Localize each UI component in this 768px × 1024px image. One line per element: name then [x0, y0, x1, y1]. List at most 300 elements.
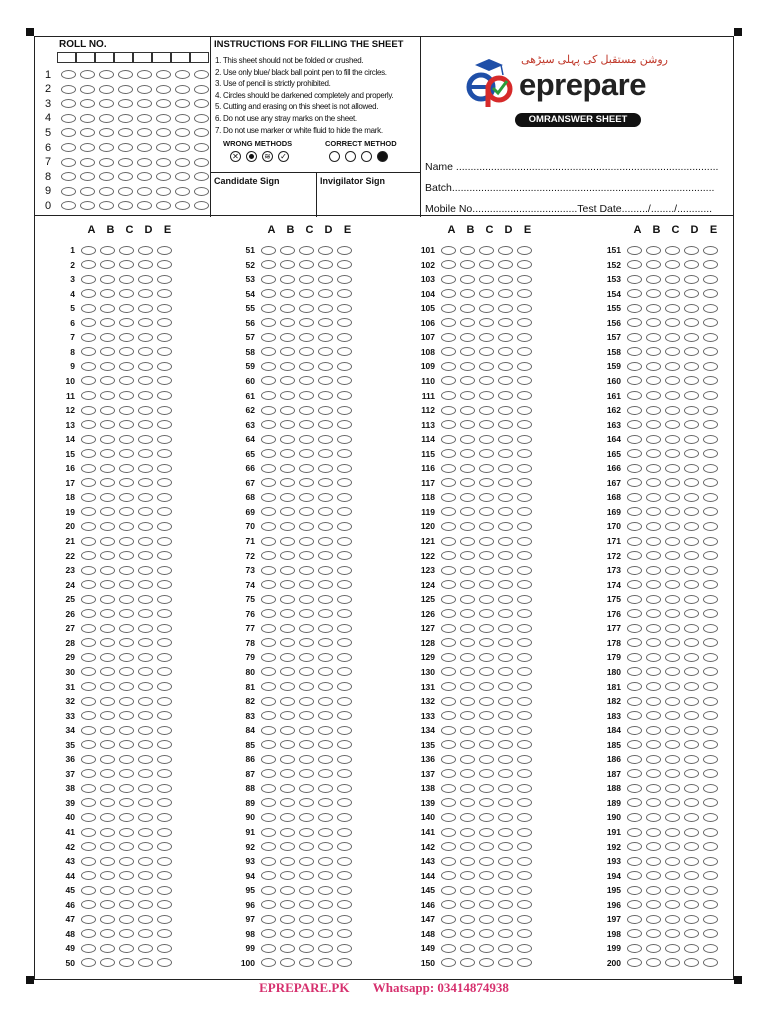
answer-bubble[interactable]: [627, 798, 642, 807]
answer-bubble[interactable]: [81, 304, 96, 313]
answer-bubble[interactable]: [498, 595, 513, 604]
answer-bubble[interactable]: [517, 478, 532, 487]
answer-bubble[interactable]: [517, 333, 532, 342]
answer-bubble[interactable]: [119, 537, 134, 546]
answer-bubble[interactable]: [119, 624, 134, 633]
answer-bubble[interactable]: [337, 478, 352, 487]
answer-bubble[interactable]: [280, 304, 295, 313]
answer-bubble[interactable]: [280, 958, 295, 967]
answer-bubble[interactable]: [119, 318, 134, 327]
answer-bubble[interactable]: [100, 537, 115, 546]
answer-bubble[interactable]: [81, 784, 96, 793]
answer-bubble[interactable]: [646, 609, 661, 618]
answer-bubble[interactable]: [627, 260, 642, 269]
answer-bubble[interactable]: [280, 726, 295, 735]
answer-bubble[interactable]: [261, 653, 276, 662]
answer-bubble[interactable]: [703, 711, 718, 720]
answer-bubble[interactable]: [703, 784, 718, 793]
answer-bubble[interactable]: [441, 726, 456, 735]
answer-bubble[interactable]: [299, 886, 314, 895]
answer-bubble[interactable]: [498, 711, 513, 720]
answer-bubble[interactable]: [100, 871, 115, 880]
answer-bubble[interactable]: [646, 900, 661, 909]
roll-bubble[interactable]: [99, 158, 114, 167]
answer-bubble[interactable]: [498, 478, 513, 487]
answer-bubble[interactable]: [119, 609, 134, 618]
answer-bubble[interactable]: [119, 638, 134, 647]
answer-bubble[interactable]: [157, 740, 172, 749]
answer-bubble[interactable]: [100, 275, 115, 284]
roll-bubble[interactable]: [137, 158, 152, 167]
answer-bubble[interactable]: [119, 798, 134, 807]
answer-bubble[interactable]: [280, 784, 295, 793]
answer-bubble[interactable]: [157, 711, 172, 720]
answer-bubble[interactable]: [441, 886, 456, 895]
answer-bubble[interactable]: [138, 246, 153, 255]
answer-bubble[interactable]: [479, 595, 494, 604]
answer-bubble[interactable]: [318, 275, 333, 284]
answer-bubble[interactable]: [460, 609, 475, 618]
answer-bubble[interactable]: [684, 857, 699, 866]
answer-bubble[interactable]: [627, 464, 642, 473]
answer-bubble[interactable]: [665, 537, 680, 546]
answer-bubble[interactable]: [479, 609, 494, 618]
answer-bubble[interactable]: [81, 347, 96, 356]
answer-bubble[interactable]: [280, 376, 295, 385]
answer-bubble[interactable]: [517, 580, 532, 589]
answer-bubble[interactable]: [479, 507, 494, 516]
answer-bubble[interactable]: [138, 944, 153, 953]
answer-bubble[interactable]: [337, 275, 352, 284]
answer-bubble[interactable]: [517, 376, 532, 385]
answer-bubble[interactable]: [299, 406, 314, 415]
answer-bubble[interactable]: [261, 813, 276, 822]
answer-bubble[interactable]: [280, 871, 295, 880]
answer-bubble[interactable]: [280, 537, 295, 546]
answer-bubble[interactable]: [100, 609, 115, 618]
answer-bubble[interactable]: [627, 580, 642, 589]
answer-bubble[interactable]: [81, 464, 96, 473]
answer-bubble[interactable]: [261, 871, 276, 880]
answer-bubble[interactable]: [157, 376, 172, 385]
answer-bubble[interactable]: [665, 871, 680, 880]
answer-bubble[interactable]: [261, 304, 276, 313]
answer-bubble[interactable]: [646, 333, 661, 342]
answer-bubble[interactable]: [479, 828, 494, 837]
roll-digit-box[interactable]: [190, 52, 209, 63]
answer-bubble[interactable]: [100, 493, 115, 502]
answer-bubble[interactable]: [157, 813, 172, 822]
answer-bubble[interactable]: [703, 376, 718, 385]
answer-bubble[interactable]: [100, 580, 115, 589]
answer-bubble[interactable]: [517, 958, 532, 967]
roll-bubble[interactable]: [156, 85, 171, 94]
answer-bubble[interactable]: [81, 537, 96, 546]
answer-bubble[interactable]: [100, 478, 115, 487]
answer-bubble[interactable]: [299, 275, 314, 284]
answer-bubble[interactable]: [684, 798, 699, 807]
answer-bubble[interactable]: [684, 435, 699, 444]
answer-bubble[interactable]: [318, 624, 333, 633]
answer-bubble[interactable]: [460, 318, 475, 327]
answer-bubble[interactable]: [517, 391, 532, 400]
answer-bubble[interactable]: [318, 537, 333, 546]
answer-bubble[interactable]: [646, 406, 661, 415]
answer-bubble[interactable]: [337, 304, 352, 313]
answer-bubble[interactable]: [299, 958, 314, 967]
answer-bubble[interactable]: [460, 871, 475, 880]
answer-bubble[interactable]: [157, 260, 172, 269]
answer-bubble[interactable]: [627, 376, 642, 385]
answer-bubble[interactable]: [479, 682, 494, 691]
answer-bubble[interactable]: [498, 900, 513, 909]
answer-bubble[interactable]: [684, 289, 699, 298]
answer-bubble[interactable]: [460, 275, 475, 284]
answer-bubble[interactable]: [517, 813, 532, 822]
answer-bubble[interactable]: [703, 580, 718, 589]
answer-bubble[interactable]: [460, 944, 475, 953]
answer-bubble[interactable]: [261, 886, 276, 895]
answer-bubble[interactable]: [299, 362, 314, 371]
answer-bubble[interactable]: [627, 435, 642, 444]
answer-bubble[interactable]: [460, 828, 475, 837]
answer-bubble[interactable]: [498, 857, 513, 866]
answer-bubble[interactable]: [81, 886, 96, 895]
answer-bubble[interactable]: [460, 653, 475, 662]
answer-bubble[interactable]: [441, 464, 456, 473]
answer-bubble[interactable]: [684, 507, 699, 516]
answer-bubble[interactable]: [119, 333, 134, 342]
answer-bubble[interactable]: [337, 580, 352, 589]
answer-bubble[interactable]: [517, 537, 532, 546]
answer-bubble[interactable]: [460, 929, 475, 938]
answer-bubble[interactable]: [517, 522, 532, 531]
answer-bubble[interactable]: [479, 944, 494, 953]
answer-bubble[interactable]: [318, 551, 333, 560]
answer-bubble[interactable]: [627, 653, 642, 662]
answer-bubble[interactable]: [684, 376, 699, 385]
answer-bubble[interactable]: [703, 653, 718, 662]
answer-bubble[interactable]: [441, 900, 456, 909]
roll-bubble[interactable]: [156, 114, 171, 123]
answer-bubble[interactable]: [261, 420, 276, 429]
answer-bubble[interactable]: [299, 842, 314, 851]
answer-bubble[interactable]: [460, 624, 475, 633]
answer-bubble[interactable]: [441, 260, 456, 269]
answer-bubble[interactable]: [646, 813, 661, 822]
roll-bubble[interactable]: [99, 172, 114, 181]
answer-bubble[interactable]: [665, 362, 680, 371]
roll-bubble[interactable]: [99, 187, 114, 196]
answer-bubble[interactable]: [119, 260, 134, 269]
answer-bubble[interactable]: [441, 857, 456, 866]
answer-bubble[interactable]: [646, 493, 661, 502]
roll-digit-box[interactable]: [171, 52, 190, 63]
answer-bubble[interactable]: [337, 915, 352, 924]
answer-bubble[interactable]: [138, 784, 153, 793]
answer-bubble[interactable]: [684, 871, 699, 880]
answer-bubble[interactable]: [627, 609, 642, 618]
answer-bubble[interactable]: [665, 304, 680, 313]
answer-bubble[interactable]: [81, 711, 96, 720]
answer-bubble[interactable]: [479, 391, 494, 400]
answer-bubble[interactable]: [318, 769, 333, 778]
answer-bubble[interactable]: [280, 886, 295, 895]
answer-bubble[interactable]: [498, 275, 513, 284]
answer-bubble[interactable]: [479, 493, 494, 502]
answer-bubble[interactable]: [684, 624, 699, 633]
answer-bubble[interactable]: [627, 755, 642, 764]
answer-bubble[interactable]: [119, 871, 134, 880]
roll-bubble[interactable]: [156, 70, 171, 79]
answer-bubble[interactable]: [337, 260, 352, 269]
answer-bubble[interactable]: [337, 740, 352, 749]
roll-bubble[interactable]: [61, 128, 76, 137]
roll-bubble[interactable]: [194, 158, 209, 167]
answer-bubble[interactable]: [280, 391, 295, 400]
roll-bubble[interactable]: [137, 99, 152, 108]
answer-bubble[interactable]: [318, 566, 333, 575]
answer-bubble[interactable]: [81, 406, 96, 415]
roll-digit-box[interactable]: [76, 52, 95, 63]
answer-bubble[interactable]: [441, 813, 456, 822]
answer-bubble[interactable]: [646, 478, 661, 487]
answer-bubble[interactable]: [261, 857, 276, 866]
answer-bubble[interactable]: [479, 551, 494, 560]
answer-bubble[interactable]: [81, 900, 96, 909]
answer-bubble[interactable]: [646, 289, 661, 298]
answer-bubble[interactable]: [119, 595, 134, 604]
answer-bubble[interactable]: [138, 507, 153, 516]
answer-bubble[interactable]: [318, 333, 333, 342]
answer-bubble[interactable]: [684, 784, 699, 793]
answer-bubble[interactable]: [665, 755, 680, 764]
answer-bubble[interactable]: [703, 507, 718, 516]
answer-bubble[interactable]: [119, 944, 134, 953]
answer-bubble[interactable]: [627, 391, 642, 400]
answer-bubble[interactable]: [460, 755, 475, 764]
answer-bubble[interactable]: [138, 318, 153, 327]
answer-bubble[interactable]: [119, 929, 134, 938]
answer-bubble[interactable]: [517, 711, 532, 720]
answer-bubble[interactable]: [318, 609, 333, 618]
answer-bubble[interactable]: [337, 667, 352, 676]
answer-bubble[interactable]: [703, 449, 718, 458]
answer-bubble[interactable]: [81, 755, 96, 764]
answer-bubble[interactable]: [479, 638, 494, 647]
answer-bubble[interactable]: [81, 798, 96, 807]
answer-bubble[interactable]: [627, 682, 642, 691]
answer-bubble[interactable]: [157, 449, 172, 458]
answer-bubble[interactable]: [441, 362, 456, 371]
answer-bubble[interactable]: [646, 755, 661, 764]
answer-bubble[interactable]: [138, 638, 153, 647]
answer-bubble[interactable]: [665, 449, 680, 458]
answer-bubble[interactable]: [138, 798, 153, 807]
answer-bubble[interactable]: [261, 478, 276, 487]
answer-bubble[interactable]: [119, 478, 134, 487]
answer-bubble[interactable]: [337, 595, 352, 604]
answer-bubble[interactable]: [684, 580, 699, 589]
answer-bubble[interactable]: [460, 886, 475, 895]
answer-bubble[interactable]: [299, 711, 314, 720]
answer-bubble[interactable]: [460, 391, 475, 400]
roll-bubble[interactable]: [118, 128, 133, 137]
answer-bubble[interactable]: [498, 289, 513, 298]
answer-bubble[interactable]: [703, 915, 718, 924]
answer-bubble[interactable]: [280, 318, 295, 327]
answer-bubble[interactable]: [261, 726, 276, 735]
answer-bubble[interactable]: [517, 246, 532, 255]
answer-bubble[interactable]: [684, 304, 699, 313]
answer-bubble[interactable]: [665, 798, 680, 807]
roll-bubble[interactable]: [175, 114, 190, 123]
answer-bubble[interactable]: [627, 711, 642, 720]
answer-bubble[interactable]: [646, 391, 661, 400]
answer-bubble[interactable]: [318, 464, 333, 473]
answer-bubble[interactable]: [100, 653, 115, 662]
invigilator-sign-box[interactable]: [317, 173, 421, 217]
answer-bubble[interactable]: [318, 653, 333, 662]
answer-bubble[interactable]: [299, 726, 314, 735]
answer-bubble[interactable]: [138, 595, 153, 604]
answer-bubble[interactable]: [280, 362, 295, 371]
answer-bubble[interactable]: [100, 798, 115, 807]
answer-bubble[interactable]: [627, 900, 642, 909]
answer-bubble[interactable]: [703, 755, 718, 764]
answer-bubble[interactable]: [299, 784, 314, 793]
answer-bubble[interactable]: [318, 420, 333, 429]
answer-bubble[interactable]: [280, 275, 295, 284]
answer-bubble[interactable]: [665, 289, 680, 298]
answer-bubble[interactable]: [703, 740, 718, 749]
roll-bubble[interactable]: [99, 128, 114, 137]
answer-bubble[interactable]: [337, 566, 352, 575]
answer-bubble[interactable]: [665, 406, 680, 415]
answer-bubble[interactable]: [119, 551, 134, 560]
answer-bubble[interactable]: [100, 304, 115, 313]
answer-bubble[interactable]: [517, 682, 532, 691]
answer-bubble[interactable]: [157, 537, 172, 546]
answer-bubble[interactable]: [627, 929, 642, 938]
roll-bubble[interactable]: [137, 187, 152, 196]
answer-bubble[interactable]: [498, 667, 513, 676]
answer-bubble[interactable]: [138, 537, 153, 546]
answer-bubble[interactable]: [157, 478, 172, 487]
answer-bubble[interactable]: [684, 726, 699, 735]
answer-bubble[interactable]: [299, 813, 314, 822]
answer-bubble[interactable]: [460, 667, 475, 676]
answer-bubble[interactable]: [280, 493, 295, 502]
answer-bubble[interactable]: [261, 798, 276, 807]
answer-bubble[interactable]: [665, 609, 680, 618]
answer-bubble[interactable]: [280, 406, 295, 415]
answer-bubble[interactable]: [119, 857, 134, 866]
answer-bubble[interactable]: [441, 682, 456, 691]
answer-bubble[interactable]: [703, 842, 718, 851]
answer-bubble[interactable]: [479, 580, 494, 589]
answer-bubble[interactable]: [261, 595, 276, 604]
answer-bubble[interactable]: [646, 566, 661, 575]
answer-bubble[interactable]: [517, 304, 532, 313]
answer-bubble[interactable]: [441, 697, 456, 706]
answer-bubble[interactable]: [517, 260, 532, 269]
answer-bubble[interactable]: [665, 391, 680, 400]
answer-bubble[interactable]: [627, 828, 642, 837]
answer-bubble[interactable]: [684, 537, 699, 546]
answer-bubble[interactable]: [157, 289, 172, 298]
answer-bubble[interactable]: [337, 347, 352, 356]
answer-bubble[interactable]: [81, 857, 96, 866]
roll-bubble[interactable]: [194, 99, 209, 108]
roll-bubble[interactable]: [61, 85, 76, 94]
answer-bubble[interactable]: [299, 420, 314, 429]
answer-bubble[interactable]: [299, 304, 314, 313]
answer-bubble[interactable]: [646, 653, 661, 662]
answer-bubble[interactable]: [684, 391, 699, 400]
answer-bubble[interactable]: [81, 493, 96, 502]
answer-bubble[interactable]: [703, 624, 718, 633]
roll-bubble[interactable]: [137, 70, 152, 79]
roll-bubble[interactable]: [137, 201, 152, 210]
answer-bubble[interactable]: [138, 260, 153, 269]
answer-bubble[interactable]: [318, 376, 333, 385]
roll-bubble[interactable]: [99, 143, 114, 152]
answer-bubble[interactable]: [498, 304, 513, 313]
answer-bubble[interactable]: [498, 886, 513, 895]
roll-bubble[interactable]: [118, 143, 133, 152]
answer-bubble[interactable]: [627, 318, 642, 327]
answer-bubble[interactable]: [138, 493, 153, 502]
answer-bubble[interactable]: [517, 740, 532, 749]
answer-bubble[interactable]: [665, 929, 680, 938]
answer-bubble[interactable]: [337, 726, 352, 735]
answer-bubble[interactable]: [460, 537, 475, 546]
answer-bubble[interactable]: [261, 435, 276, 444]
answer-bubble[interactable]: [157, 769, 172, 778]
answer-bubble[interactable]: [337, 464, 352, 473]
answer-bubble[interactable]: [498, 551, 513, 560]
answer-bubble[interactable]: [100, 726, 115, 735]
answer-bubble[interactable]: [498, 653, 513, 662]
roll-digit-box[interactable]: [114, 52, 133, 63]
answer-bubble[interactable]: [318, 246, 333, 255]
answer-bubble[interactable]: [460, 900, 475, 909]
answer-bubble[interactable]: [100, 449, 115, 458]
answer-bubble[interactable]: [441, 566, 456, 575]
answer-bubble[interactable]: [517, 755, 532, 764]
answer-bubble[interactable]: [665, 507, 680, 516]
answer-bubble[interactable]: [479, 900, 494, 909]
roll-bubble[interactable]: [80, 187, 95, 196]
answer-bubble[interactable]: [460, 420, 475, 429]
answer-bubble[interactable]: [684, 697, 699, 706]
answer-bubble[interactable]: [665, 697, 680, 706]
answer-bubble[interactable]: [517, 929, 532, 938]
answer-bubble[interactable]: [81, 420, 96, 429]
answer-bubble[interactable]: [498, 260, 513, 269]
answer-bubble[interactable]: [517, 464, 532, 473]
answer-bubble[interactable]: [498, 507, 513, 516]
answer-bubble[interactable]: [299, 246, 314, 255]
roll-bubble[interactable]: [175, 201, 190, 210]
answer-bubble[interactable]: [81, 289, 96, 298]
answer-bubble[interactable]: [81, 551, 96, 560]
answer-bubble[interactable]: [684, 478, 699, 487]
answer-bubble[interactable]: [441, 522, 456, 531]
answer-bubble[interactable]: [337, 318, 352, 327]
answer-bubble[interactable]: [157, 391, 172, 400]
